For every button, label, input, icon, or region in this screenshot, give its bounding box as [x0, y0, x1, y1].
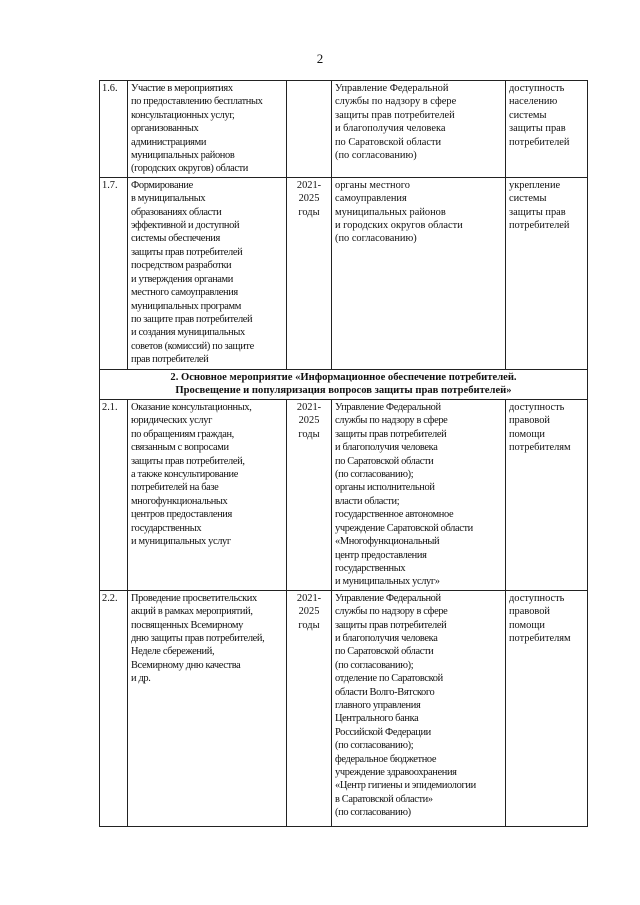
text-line: «Многофункциональный	[335, 536, 440, 548]
executor-cell	[332, 590, 506, 826]
text-line: (по согласованию)	[335, 233, 417, 245]
text-line: Управление Федеральной	[335, 592, 441, 604]
text-line: в муниципальных	[131, 193, 206, 205]
result-cell	[506, 590, 588, 826]
text-line: Проведение просветительских	[131, 592, 257, 604]
text-line: эффективной и доступной	[131, 220, 240, 232]
text-line: Всемирному дню качества	[131, 659, 241, 671]
text-line: муниципальных районов	[131, 150, 235, 162]
text-line: защиты прав потребителей	[335, 619, 447, 631]
text-line: 2025	[298, 606, 320, 618]
text-line: органы местного	[335, 179, 410, 191]
text-line: и др.	[131, 673, 151, 685]
text-line: посредством разработки	[131, 260, 232, 272]
text-line: и благополучия человека	[335, 123, 446, 135]
text-line: защиты прав потребителей	[335, 428, 447, 440]
text-line: 2021-	[296, 179, 322, 191]
text-line: годы	[298, 428, 320, 440]
text-line: правовой	[509, 415, 550, 427]
text-line: государственных	[335, 562, 406, 574]
text-line: потребителей	[509, 136, 570, 148]
text-line: защиты прав потребителей	[335, 109, 455, 121]
text-line: посвященных Всемирному	[131, 619, 243, 631]
text-line: правовой	[509, 606, 550, 618]
text-line: потребителям	[509, 442, 571, 454]
text-line: юридических услуг	[131, 415, 212, 427]
text-line: связанным с вопросами	[131, 442, 229, 454]
table-row	[100, 590, 588, 826]
text-line: Участие в мероприятиях	[131, 83, 233, 94]
text-line: муниципальных программ	[131, 300, 242, 312]
table-row	[100, 400, 588, 591]
text-line: государственных	[131, 522, 202, 534]
text-line: годы	[298, 619, 320, 631]
text-line: защиты прав	[509, 123, 566, 135]
text-line: и муниципальных услуг»	[335, 576, 440, 588]
row-number: 2.1.	[100, 400, 128, 591]
text-line: дню защиты прав потребителей,	[131, 632, 265, 644]
period-cell	[287, 177, 332, 369]
text-line: укрепление	[509, 179, 561, 191]
text-line: власти области;	[335, 495, 400, 507]
text-line: местного самоуправления	[131, 287, 238, 299]
table-row	[100, 177, 588, 369]
text-line: главного управления	[335, 699, 421, 711]
text-line: (по согласованию);	[335, 740, 414, 752]
text-line: (по согласованию)	[335, 150, 417, 162]
text-line: защиты прав	[509, 206, 566, 218]
text-line: 2021-	[296, 402, 322, 414]
text-line: доступность	[509, 592, 565, 604]
text-line: муниципальных районов	[335, 206, 446, 218]
section-title	[100, 369, 588, 399]
text-line: службы по надзору в сфере	[335, 96, 457, 108]
row-number: 2.2.	[100, 590, 128, 826]
text-line: системы	[509, 109, 547, 121]
period-cell	[287, 400, 332, 591]
text-line: советов (комиссий) по защите	[131, 340, 254, 352]
activity-cell	[128, 590, 287, 826]
text-line: (городских округов) области	[131, 163, 248, 175]
text-line: помощи	[509, 619, 545, 631]
period-cell	[287, 81, 332, 178]
text-line: а также консультирование	[131, 469, 239, 481]
text-line: администрациями	[131, 136, 207, 148]
executor-cell	[332, 400, 506, 591]
row-number: 1.6.	[100, 81, 128, 178]
text-line: Формирование	[131, 179, 193, 191]
text-line: по Саратовской области	[335, 646, 434, 658]
text-line: Неделе сбережений,	[131, 646, 215, 658]
result-cell	[506, 81, 588, 178]
activity-cell	[128, 177, 287, 369]
activity-cell	[128, 400, 287, 591]
text-line: учреждение здравоохранения	[335, 767, 457, 778]
text-line: многофункциональных	[131, 495, 228, 507]
text-line: и утверждения органами	[131, 273, 233, 285]
section-header-row	[100, 369, 588, 399]
text-line: федеральное бюджетное	[335, 753, 437, 765]
text-line: службы по надзору в сфере	[335, 415, 448, 427]
text-line: «Центр гигиены и эпидемиологии	[335, 780, 476, 792]
text-line: (по согласованию);	[335, 659, 414, 671]
text-line: Центрального банка	[335, 713, 419, 725]
text-line: потребителям	[509, 632, 571, 644]
text-line: и муниципальных услуг	[131, 536, 231, 548]
text-line: центров предоставления	[131, 509, 232, 521]
text-line: годы	[298, 206, 320, 218]
text-line: (по согласованию)	[335, 807, 411, 819]
text-line: и городских округов области	[335, 220, 463, 232]
text-line: по защите прав потребителей	[131, 313, 253, 325]
text-line: отделение по Саратовской	[335, 673, 443, 685]
text-line: образованиях области	[131, 206, 222, 218]
table-row	[100, 81, 588, 178]
text-line: акций в рамках мероприятий,	[131, 606, 253, 618]
text-line: Управление Федеральной	[335, 83, 449, 94]
text-line: области Волго-Вятского	[335, 686, 435, 698]
activity-cell	[128, 81, 287, 178]
result-cell	[506, 400, 588, 591]
text-line: системы	[509, 193, 547, 205]
text-line: защиты прав потребителей,	[131, 455, 245, 467]
text-line: Управление Федеральной	[335, 402, 441, 414]
text-line: самоуправления	[335, 193, 407, 205]
result-cell	[506, 177, 588, 369]
text-line: по предоставлению бесплатных	[131, 96, 263, 108]
text-line: по Саратовской области	[335, 136, 442, 148]
text-line: 2025	[298, 193, 320, 205]
text-line: учреждение Саратовской области	[335, 522, 473, 534]
executor-cell	[332, 177, 506, 369]
text-line: организованных	[131, 123, 199, 135]
text-line: государственное автономное	[335, 509, 454, 521]
text-line: доступность	[509, 83, 565, 94]
text-line: Оказание консультационных,	[131, 402, 252, 414]
text-line: доступность	[509, 402, 565, 414]
text-line: 2. Основное мероприятие «Информационное обеспечение потребителей.	[170, 371, 517, 383]
text-line: органы исполнительной	[335, 482, 435, 494]
text-line: 2025	[298, 415, 320, 427]
text-line: консультационных услуг,	[131, 109, 235, 121]
text-line: Российской Федерации	[335, 726, 431, 738]
text-line: и благополучия человека	[335, 632, 438, 644]
text-line: и благополучия человека	[335, 442, 438, 454]
page-number: 2	[316, 51, 324, 66]
text-line: центр предоставления	[335, 549, 427, 561]
text-line: потребителей на базе	[131, 482, 219, 494]
executor-cell	[332, 81, 506, 178]
text-line: помощи	[509, 428, 545, 440]
text-line: по Саратовской области	[335, 455, 434, 467]
text-line: (по согласованию);	[335, 469, 414, 481]
text-line: 2021-	[296, 592, 322, 604]
text-line: службы по надзору в сфере	[335, 606, 448, 618]
text-line: населению	[509, 96, 558, 108]
period-cell	[287, 590, 332, 826]
text-line: Просвещение и популяризация вопросов защиты прав потребителей»	[175, 385, 512, 397]
text-line: прав потребителей	[131, 354, 209, 366]
text-line: системы обеспечения	[131, 233, 220, 245]
text-line: в Саратовской области»	[335, 793, 433, 805]
row-number: 1.7.	[100, 177, 128, 369]
measures-table	[99, 80, 588, 827]
text-line: защиты прав потребителей	[131, 246, 243, 258]
text-line: и создания муниципальных	[131, 327, 245, 339]
text-line: по обращениям граждан,	[131, 428, 234, 440]
text-line: потребителей	[509, 220, 570, 232]
